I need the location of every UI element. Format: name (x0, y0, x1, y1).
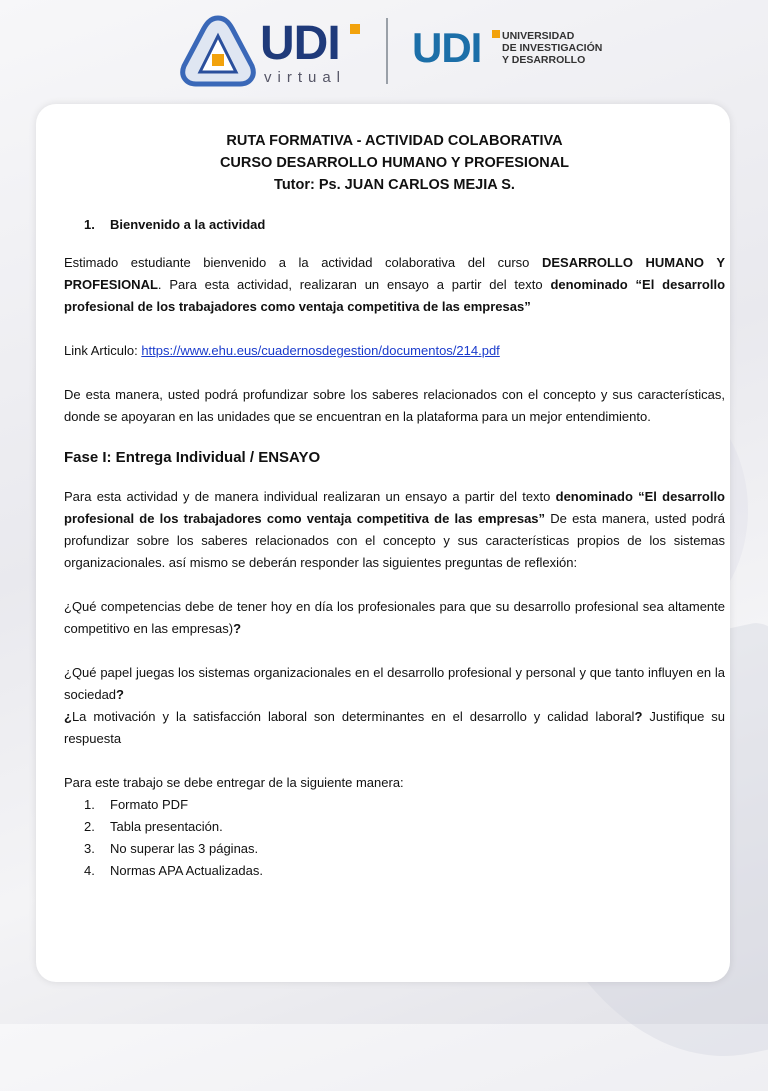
triangle-logo-icon (178, 14, 258, 90)
logo-udi-text: UDI (412, 24, 482, 71)
university-name: UNIVERSIDAD DE INVESTIGACIÓN Y DESARROLLO (502, 30, 603, 66)
logo-virtual-text: virtual (264, 69, 347, 86)
delivery-intro: Para este trabajo se debe entregar de la siguiente manera: (64, 775, 404, 790)
logo-dot (350, 24, 360, 34)
reflection-question: ¿La motivación y la satisfacción laboral son determinantes en el desarrollo y calidad laboral? Justifique su respuesta (64, 709, 725, 746)
list-item: 1. Formato PDF (84, 797, 189, 812)
delivery-list (64, 794, 725, 882)
intro-paragraph: Estimado estudiante bienvenido a la actividad colaborativa del curso DESARROLLO HUMANO Y PROFESIONAL. Para esta actividad, realizaran un ensayo a partir del texto denominado “El desarrollo profesional de los trabajadores como ventaja competitiva de las empresas” (64, 255, 726, 314)
section-heading: 1. Bienvenido a la actividad (84, 217, 266, 232)
document-content (64, 130, 725, 882)
reflection-question: ¿Qué competencias debe de tener hoy en día los profesionales para que su desarrollo profesional sea altamente competitivo en las empresas)? (64, 599, 725, 636)
header (0, 0, 768, 100)
article-link-line: Link Articulo: https://www.ehu.eus/cuadernosdegestion/documentos/214.pdf (64, 343, 500, 358)
document-page (36, 104, 730, 982)
list-item: 4. Normas APA Actualizadas. (84, 863, 263, 878)
udi-virtual-logo (178, 14, 378, 90)
logo-dot (492, 30, 500, 38)
logo-udi-text: UDI (260, 17, 340, 70)
article-link[interactable]: https://www.ehu.eus/cuadernosdegestion/documentos/214.pdf (141, 343, 500, 358)
phase-paragraph: Para esta actividad y de manera individual realizaran un ensayo a partir del texto denominado “El desarrollo profesional de los trabajadores como ventaja competitiva de las empresas” De esta manera, usted podrá profundizar sobre los saberes relacionados con el concepto y sus características propios de los sistemas organizacionales. así mismo se deberán responder las siguientes preguntas de reflexión: (64, 489, 725, 570)
document-title: RUTA FORMATIVA - ACTIVIDAD COLABORATIVA CURSO DESARROLLO HUMANO Y PROFESIONAL Tutor: Ps. JUAN CARLOS MEJIA S. (219, 133, 570, 193)
list-item: 2. Tabla presentación. (84, 819, 223, 834)
header-divider (386, 18, 388, 84)
list-item: 3. No superar las 3 páginas. (84, 841, 259, 856)
udi-university-logo (412, 26, 612, 76)
reflection-question: ¿Qué papel juegas los sistemas organizacionales en el desarrollo profesional y personal y que tanto influyen en la sociedad? (64, 665, 725, 702)
phase-heading: Fase I: Entrega Individual / ENSAYO (64, 449, 321, 466)
intro-paragraph-2: De esta manera, usted podrá profundizar sobre los saberes relacionados con el concepto y sus características, donde se apoyaran en las unidades que se encuentran en la plataforma para un mejor entendimiento. (64, 387, 725, 424)
